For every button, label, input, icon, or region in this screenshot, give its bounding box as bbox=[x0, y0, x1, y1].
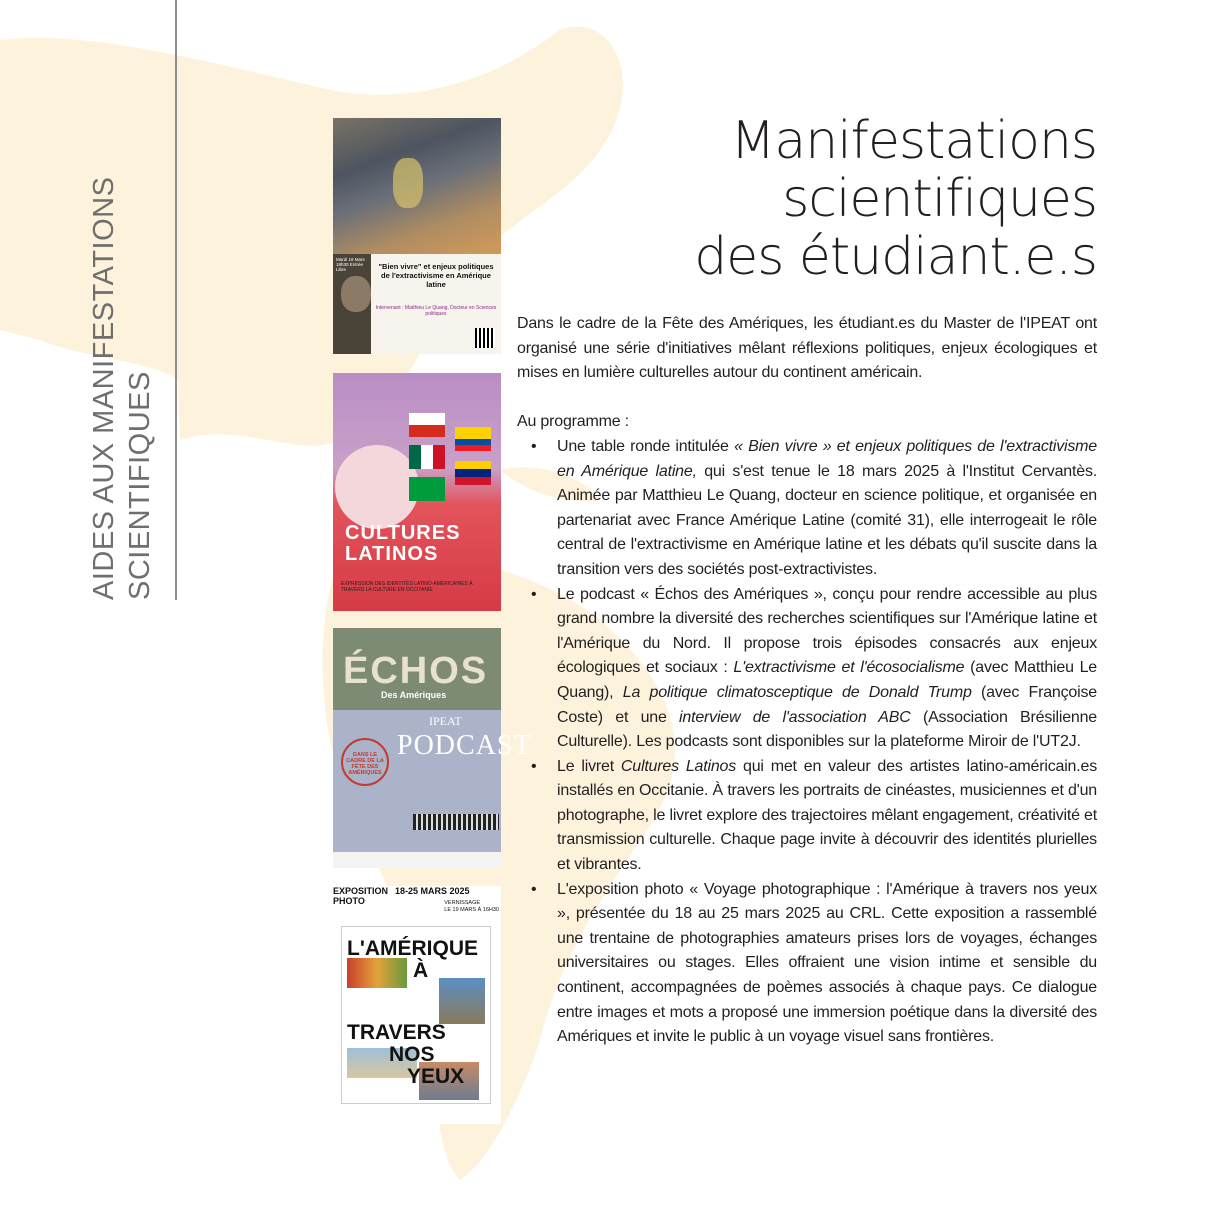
bullet-icon: • bbox=[531, 880, 537, 898]
fete-stamp-icon: DANS LE CADRE DE LA FÊTE DES AMÉRIQUES bbox=[341, 738, 389, 786]
intro-paragraph: Dans le cadre de la Fête des Amériques, les étudiant.es du Master de l'IPEAT ont organisé une série d'initiatives mêlant réflexions politiques, enjeux écologiques et mises en lumière culturelles autour du continent américain. bbox=[517, 315, 1097, 382]
qr-codes-icon bbox=[413, 814, 499, 830]
poster-dates: 18-25 MARS 2025 bbox=[395, 886, 470, 896]
speaker-portrait bbox=[341, 276, 371, 312]
page-title-line-2: scientifiques bbox=[782, 169, 1097, 229]
poster-title: CULTURES LATINOS bbox=[345, 522, 461, 565]
bullet-icon: • bbox=[531, 437, 537, 455]
poster-title: ÉCHOS bbox=[343, 650, 489, 692]
side-title-line-1: AIDES AUX MANIFESTATIONS bbox=[88, 176, 120, 600]
poster-speaker: Intervenant : Matthieu Le Quang, Docteur en Sciences politiques bbox=[375, 305, 497, 317]
ipeat-label: IPEAT bbox=[429, 714, 462, 728]
poster-head: EXPOSITION PHOTO bbox=[333, 886, 389, 906]
logos-strip bbox=[333, 852, 501, 868]
qr-code-icon bbox=[475, 328, 495, 348]
chile-flag-icon bbox=[409, 413, 445, 437]
page-title-line-3: des étudiant.e.s bbox=[694, 227, 1097, 287]
paragraph-spacer bbox=[517, 386, 1097, 411]
brazil-flag-icon bbox=[409, 477, 445, 501]
side-title-line-2: SCIENTIFIQUES bbox=[124, 371, 156, 600]
poster-title: L'AMÉRIQUE À TRAVERS NOS YEUX bbox=[347, 937, 478, 1088]
section-side-title bbox=[86, 80, 158, 600]
mining-photo bbox=[333, 118, 501, 254]
poster-bien-vivre bbox=[333, 118, 501, 354]
poster-subtitle: Des Amériques bbox=[381, 690, 447, 700]
poster-side-panel: Mardi 18 Mars 18h30 Entrée Libre bbox=[333, 254, 371, 354]
list-item-table-ronde: • Une table ronde intitulée « Bien vivre » et enjeux politiques de l'extractivisme en Amérique latine, qui s'est tenue le 18 mars 2025 à l'Institut Cervantès. Animée par Matthieu Le Quang, docteur en science politique, et organisée en partenariat avec France Amérique Latine (comité 31), elle interrogeait le rôle central de l'extractivisme en Amérique latine et les débats qu'il suscite dans la transition vers des sociétés post-extractivistes. bbox=[517, 435, 1097, 583]
page-title bbox=[537, 112, 1097, 286]
page-title-line-1: Manifestations bbox=[730, 111, 1097, 171]
bullet-icon: • bbox=[531, 757, 537, 775]
latin-america-map-icon bbox=[335, 445, 419, 529]
poster-echos-podcast bbox=[333, 628, 532, 868]
programme-list bbox=[517, 435, 1097, 1050]
mexico-flag-icon bbox=[409, 445, 445, 469]
article-body bbox=[517, 312, 1097, 1050]
poster-cultures-latinos bbox=[333, 373, 501, 611]
vertical-rule bbox=[175, 0, 177, 600]
poster-title: "Bien vivre" et enjeux politiques de l'extractivisme en Amérique latine Intervenant : Matthieu Le Quang, Docteur en Sciences politiques bbox=[375, 262, 497, 317]
programme-label: Au programme : bbox=[517, 413, 629, 431]
list-item-livret: • Le livret Cultures Latinos qui met en valeur des artistes latino-américain.es installés en Occitanie. À travers les portraits de cinéastes, musiciennes et d'un photographe, le livret explore des trajectoires mêlant engagement, créativité et transmission culturelle. Chaque page invite à découvrir des identités plurielles et vibrantes. bbox=[517, 755, 1097, 878]
podcast-label: PODCAST bbox=[397, 730, 532, 761]
poster-subtitle: EXPRESSION DES IDENTITÉS LATINO-AMÉRICAINES À TRAVERS LA CULTURE EN OCCITANIE bbox=[341, 581, 473, 593]
vernissage-text: VERNISSAGE LE 19 MARS À 16H30 bbox=[444, 900, 499, 913]
list-item-podcast: • Le podcast « Échos des Amériques », conçu pour rendre accessible au plus grand nombre la diversité des recherches scientifiques sur l'Amérique latine et l'Amérique du Nord. Il propose trois épisodes consacrés aux enjeux écologiques et sociaux : L'extractivisme et l'écosocialisme (avec Matthieu Le Quang), La politique climatosceptique de Donald Trump (avec Françoise Coste) et une interview de l'association ABC (Association Brésilienne Culturelle). Les podcasts sont disponibles sur la plateforme Miroir de l'UT2J. bbox=[517, 583, 1097, 755]
ecuador-flag-icon bbox=[455, 427, 491, 451]
list-item-exposition: • L'exposition photo « Voyage photographique : l'Amérique à travers nos yeux », présentée du 18 au 25 mars 2025 au CRL. Cette exposition a rassemblé une trentaine de photographies amateurs prises lors de voyages, échanges universitaires ou stages. Elles offraient une vision intime et sensible du continent, accompagnées de poèmes associés à chaque pays. Ce dialogue entre images et mots a proposé une immersion poétique dans la diversité des Amériques et invite le public à un voyage visuel sans frontières. bbox=[517, 878, 1097, 1050]
bullet-icon: • bbox=[531, 585, 537, 603]
venezuela-flag-icon bbox=[455, 461, 491, 485]
poster-exposition-photo bbox=[333, 886, 501, 1124]
